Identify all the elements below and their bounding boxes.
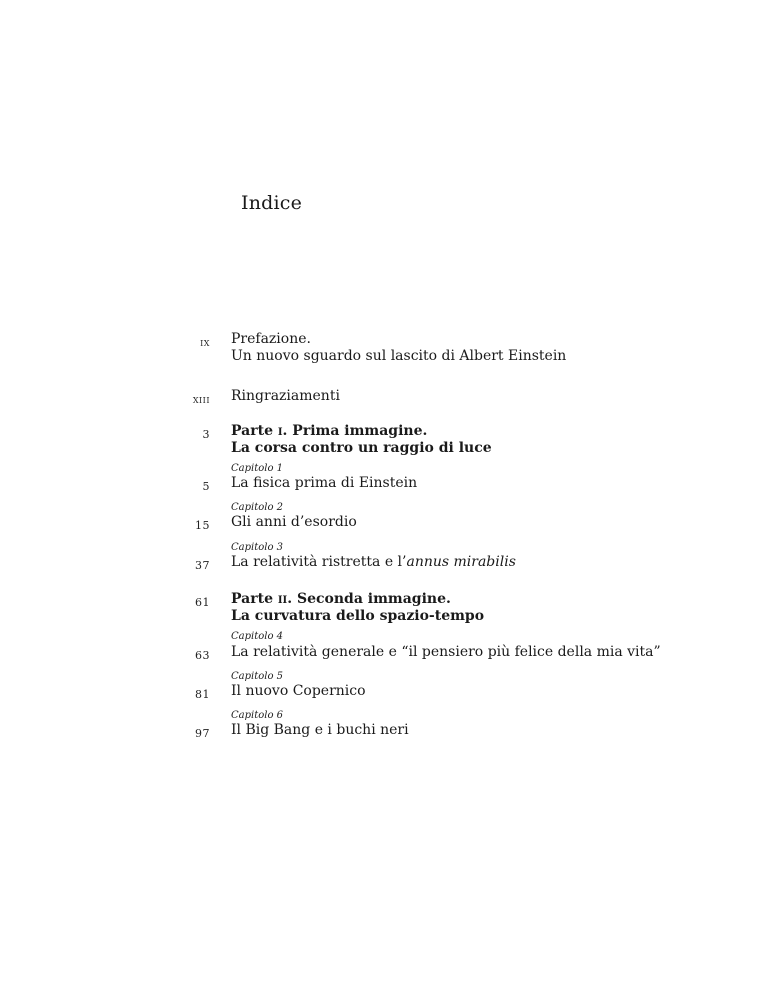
page-number: 37	[195, 559, 210, 572]
entry-title-line2: Un nuovo sguardo sul lascito di Albert Einstein	[231, 348, 567, 364]
entry-title: Il Big Bang e i buchi neri	[231, 722, 409, 738]
chapter-label: Capitolo 2	[231, 502, 284, 513]
chapter-label: Capitolo 4	[231, 631, 284, 642]
part-title-line1	[231, 591, 451, 608]
entry-title: La relatività generale e “il pensiero più felice della mia vita”	[231, 644, 661, 660]
entry-title-line1: Prefazione.	[231, 331, 311, 347]
part-title-line2: La corsa contro un raggio di luce	[231, 440, 492, 456]
page-number: 5	[202, 480, 210, 493]
part-rest: . Seconda immagine.	[287, 591, 451, 607]
part-title-line1	[231, 423, 427, 440]
entry-title-main: La relatività ristretta e l’	[231, 554, 407, 570]
chapter-label: Capitolo 6	[231, 710, 284, 721]
part-prefix: Parte	[231, 423, 278, 439]
page-number: 81	[195, 688, 210, 701]
page-number: 63	[195, 649, 210, 662]
page-title: Indice	[241, 192, 303, 214]
page-number: 15	[195, 519, 210, 532]
part-prefix: Parte	[231, 591, 278, 607]
page-number: 97	[195, 727, 210, 740]
page-number: xiii	[192, 393, 210, 406]
entry-title: Ringraziamenti	[231, 388, 340, 404]
part-rest: . Prima immagine.	[282, 423, 428, 439]
entry-title	[231, 554, 516, 571]
chapter-label: Capitolo 3	[231, 542, 284, 553]
part-title-line2: La curvatura dello spazio-tempo	[231, 608, 485, 624]
part-roman-numeral: i	[277, 423, 283, 439]
entry-title: La fisica prima di Einstein	[231, 475, 418, 491]
entry-title: Il nuovo Copernico	[231, 683, 366, 699]
page-number: ix	[200, 336, 210, 349]
chapter-label: Capitolo 5	[231, 671, 284, 682]
entry-title-italic: annus mirabilis	[406, 554, 516, 570]
chapter-label: Capitolo 1	[231, 463, 284, 474]
part-roman-numeral: ii	[277, 591, 288, 607]
page-number: 61	[195, 596, 210, 609]
page-number: 3	[202, 428, 210, 441]
entry-title: Gli anni d’esordio	[231, 514, 357, 530]
